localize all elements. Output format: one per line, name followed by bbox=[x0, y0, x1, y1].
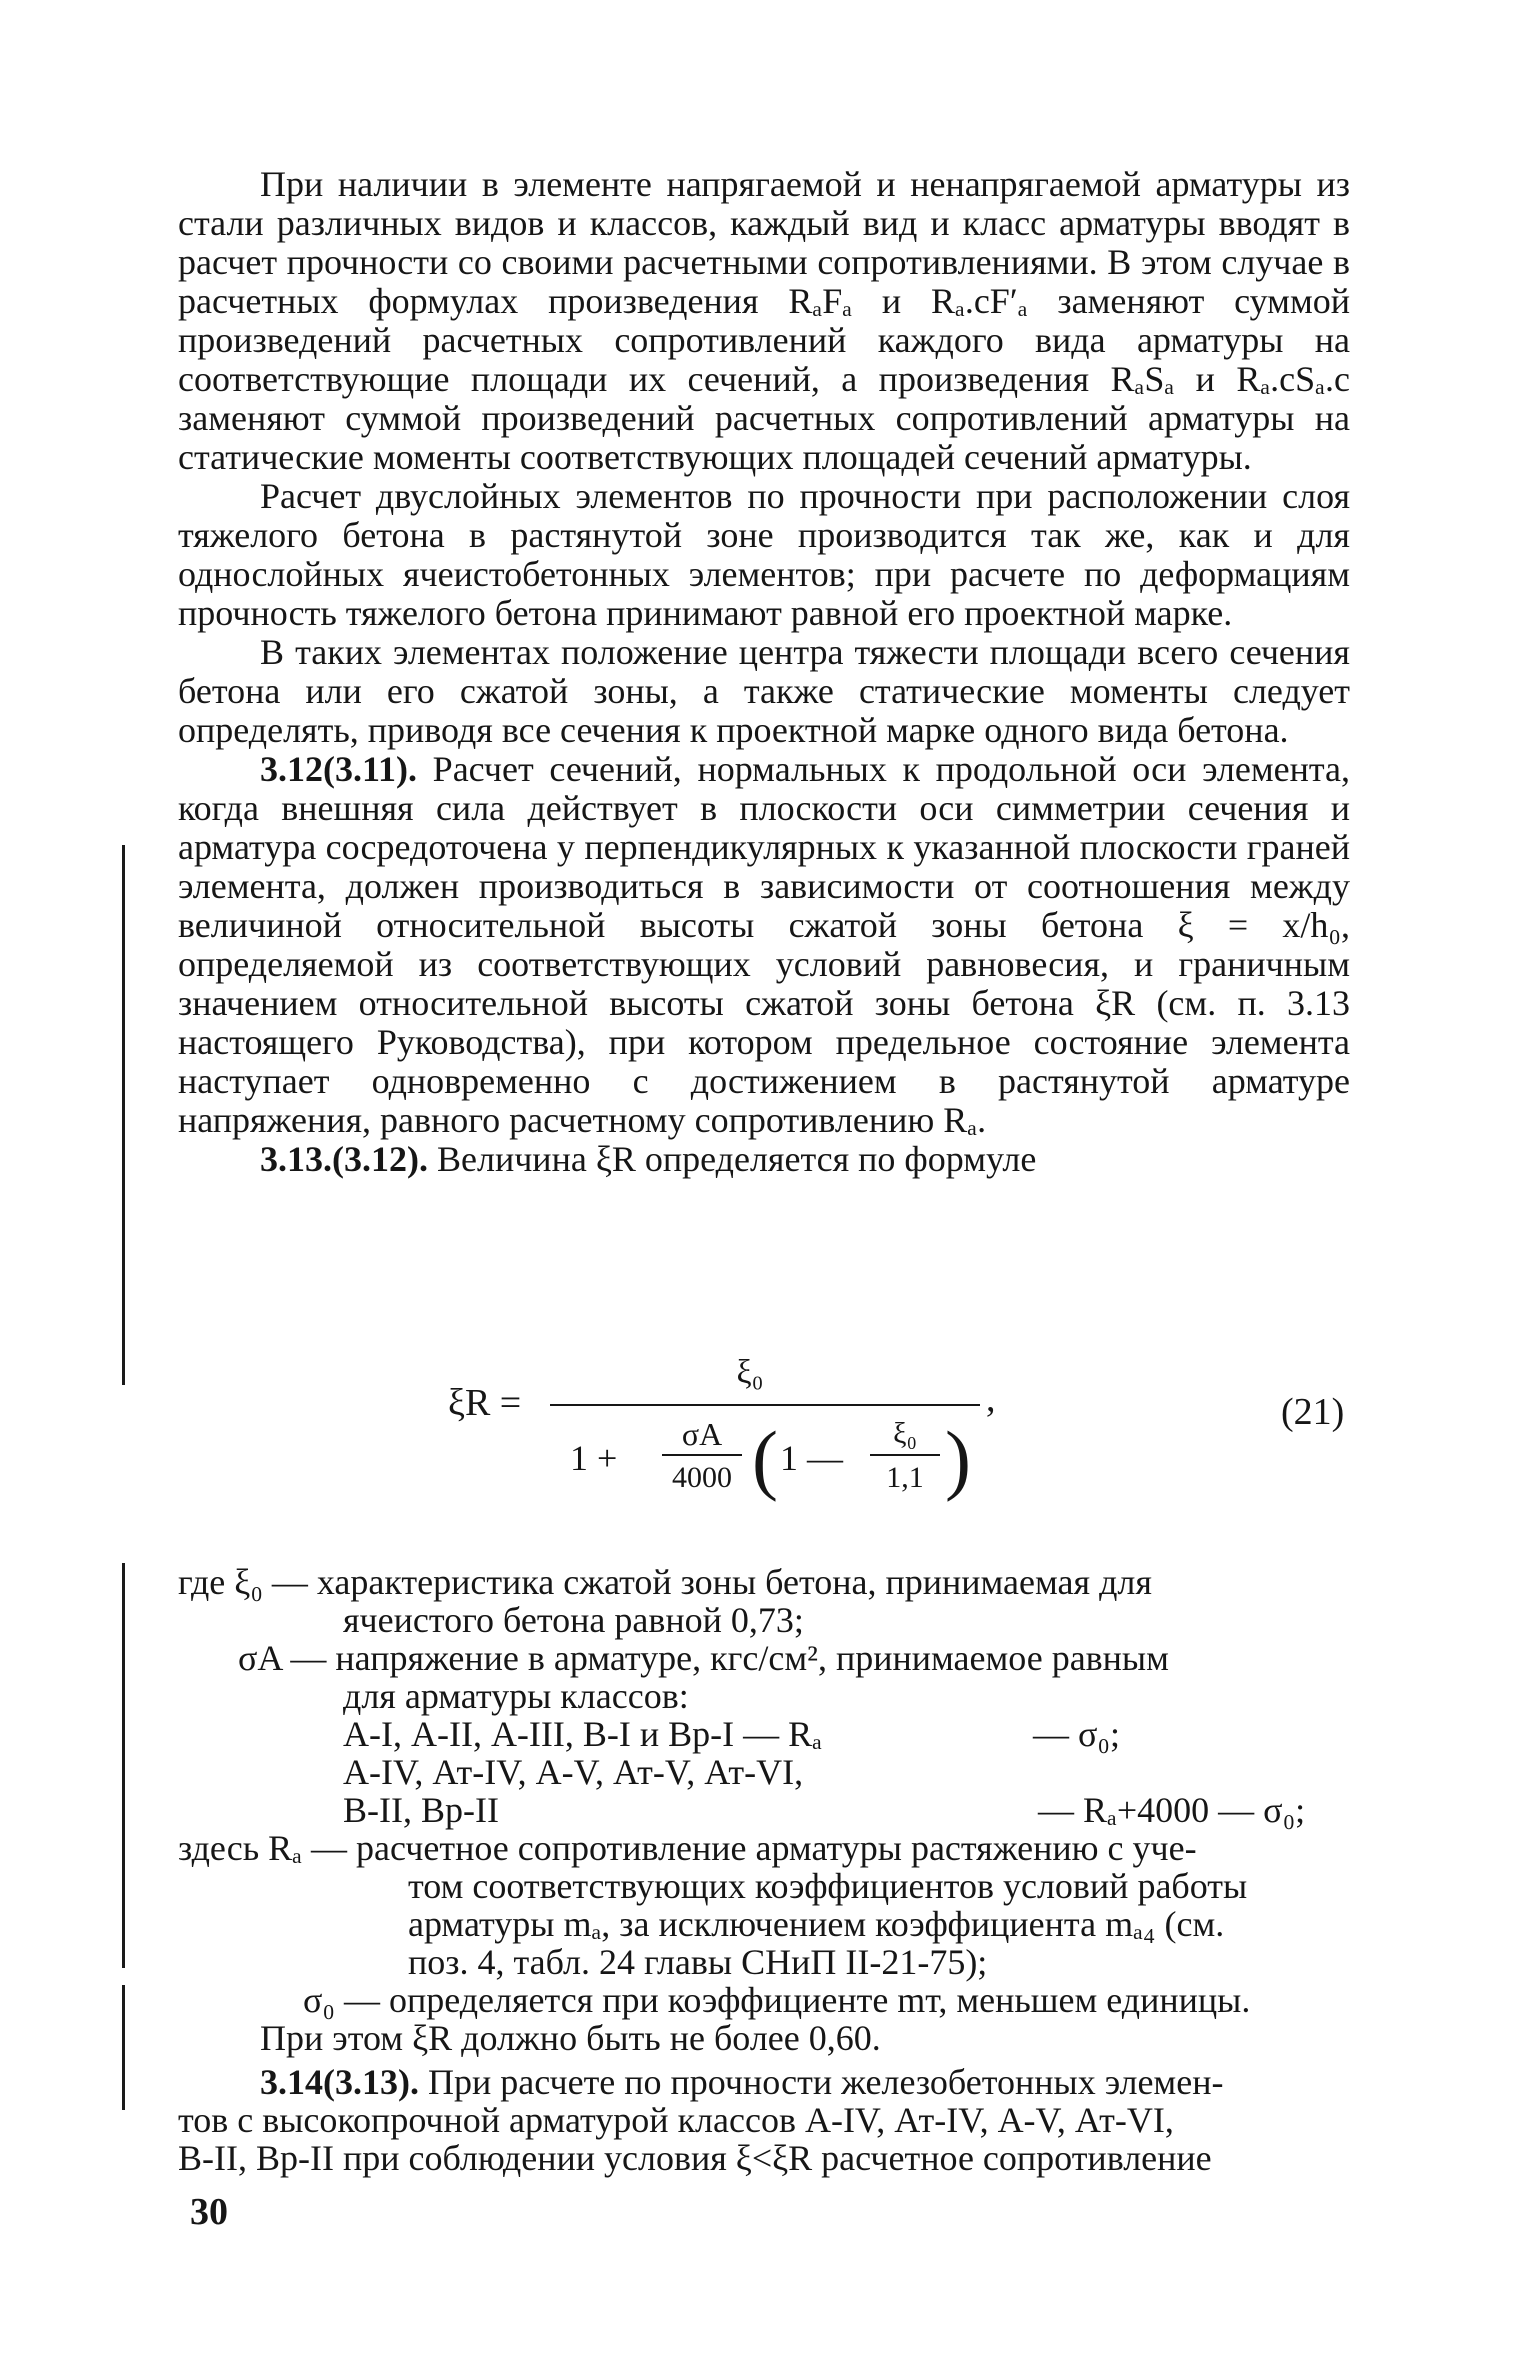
def-line: σA — напряжение в арматуре, кгс/см², принимаемое равным bbox=[238, 1638, 1169, 1678]
def-line bbox=[178, 1791, 1350, 1829]
formula-inner-one: 1 — bbox=[780, 1438, 843, 1478]
section-number: 3.14(3.13). bbox=[260, 2062, 419, 2102]
page-number: 30 bbox=[190, 2191, 228, 2233]
paragraph: При наличии в элементе напрягаемой и ненапрягаемой арматуры из стали различных видов и классов, каждый вид и класс арматуры вводят в расчет прочности со своими расчетными сопротивлениями. В этом случае в расчетных формулах произведения RₐFₐ и Rₐ.cF′ₐ заменяют суммой произведений расчетных сопротивлений каждого вида арматуры на соответствующие площади их сечений, а произведения RₐSₐ и Rₐ.cSₐ.c заменяют суммой произведений расчетных сопротивлений арматуры на статические моменты соответствующих площадей сечений арматуры. bbox=[178, 164, 1350, 477]
formula-comma: , bbox=[986, 1378, 996, 1420]
left-paren: ( bbox=[752, 1415, 778, 1502]
formula-4000: 4000 bbox=[672, 1461, 732, 1494]
formula-lhs: ξR = bbox=[448, 1382, 522, 1424]
formula-11: 1,1 bbox=[886, 1461, 924, 1494]
def-line: для арматуры классов: bbox=[343, 1676, 689, 1716]
paragraph bbox=[178, 750, 1350, 1140]
section-number: 3.12(3.11). bbox=[260, 749, 417, 789]
def-line-right: — σ₀; bbox=[1033, 1714, 1120, 1754]
def-line: ячеистого бетона равной 0,73; bbox=[343, 1600, 804, 1640]
definitions bbox=[178, 1563, 1350, 2177]
def-line: поз. 4, табл. 24 главы СНиП II-21-75); bbox=[408, 1942, 988, 1982]
formula-xi0: ξ₀ bbox=[893, 1417, 917, 1450]
paragraph bbox=[178, 1140, 1350, 1179]
text-line: В-II, Вр-II при соблюдении условия ξ<ξR расчетное сопротивление bbox=[178, 2138, 1212, 2178]
margin-bar bbox=[122, 1563, 125, 1968]
def-line: том соответствующих коэффициентов условий работы bbox=[408, 1866, 1248, 1906]
margin-bar bbox=[122, 845, 125, 1385]
def-line-right: — Rₐ+4000 — σ₀; bbox=[1038, 1790, 1306, 1830]
margin-bar bbox=[122, 1985, 125, 2110]
body-text bbox=[178, 165, 1350, 1179]
right-paren: ) bbox=[945, 1415, 971, 1502]
paragraph: Расчет двуслойных элементов по прочности при расположении слоя тяжелого бетона в растянутой зоне производится так же, как и для однослойных ячеистобетонных элементов; при расчете по деформациям прочность тяжелого бетона принимают равной его проектной марке. bbox=[178, 476, 1350, 633]
formula-one-plus: 1 + bbox=[570, 1438, 618, 1478]
def-line-left: А-I, А-II, А-III, В-I и Вр-I — Rₐ bbox=[343, 1714, 822, 1754]
def-line: здесь Rₐ — расчетное сопротивление арматуры растяжению с уче- bbox=[178, 1828, 1197, 1868]
def-line: σ₀ — определяется при коэффициенте mт, меньшем единицы. bbox=[303, 1980, 1251, 2020]
formula-sigma: σA bbox=[681, 1416, 723, 1452]
formula-numerator: ξ₀ bbox=[736, 1354, 764, 1391]
def-line-left: В-II, Вр-II bbox=[343, 1790, 499, 1830]
paragraph-text: При расчете по прочности железобетонных элемен- bbox=[427, 2062, 1224, 2102]
paragraph-text: Величина ξR определяется по формуле bbox=[436, 1139, 1037, 1179]
def-line bbox=[260, 2063, 1432, 2101]
text-line: тов с высокопрочной арматурой классов А-IV, Ат-IV, А-V, Ат-VI, bbox=[178, 2100, 1174, 2140]
def-line bbox=[178, 1715, 1350, 1753]
def-line: А-IV, Ат-IV, А-V, Ат-V, Ат-VI, bbox=[343, 1752, 804, 1792]
def-line: При этом ξR должно быть не более 0,60. bbox=[260, 2018, 881, 2058]
def-line: где ξ₀ — характеристика сжатой зоны бетона, принимаемая для bbox=[178, 1562, 1152, 1602]
formula-21 bbox=[440, 1345, 1000, 1515]
equation-number: (21) bbox=[1281, 1391, 1345, 1433]
def-line: арматуры mₐ, за исключением коэффициента mₐ₄ (см. bbox=[408, 1904, 1225, 1944]
paragraph: В таких элементах положение центра тяжести площади всего сечения бетона или его сжатой зоны, а также статические моменты следует определять, приводя все сечения к проектной марке одного вида бетона. bbox=[178, 632, 1350, 750]
section-number: 3.13.(3.12). bbox=[260, 1139, 428, 1179]
paragraph-text: Расчет сечений, нормальных к продольной оси элемента, когда внешняя сила действует в плоскости оси симметрии сечения и арматура сосредоточена у перпендикулярных к указанной плоскости граней элемента, должен производиться в зависимости от соотношения между величиной относительной высоты сжатой зоны бетона ξ = x/h₀, определяемой из соответствующих условий равновесия, и граничным значением относительной высоты сжатой зоны бетона ξR (см. п. 3.13 настоящего Руководства), при котором предельное состояние элемента наступает одновременно с достижением в растянутой арматуре напряжения, равного расчетному сопротивлению Rₐ. bbox=[178, 749, 1350, 1140]
